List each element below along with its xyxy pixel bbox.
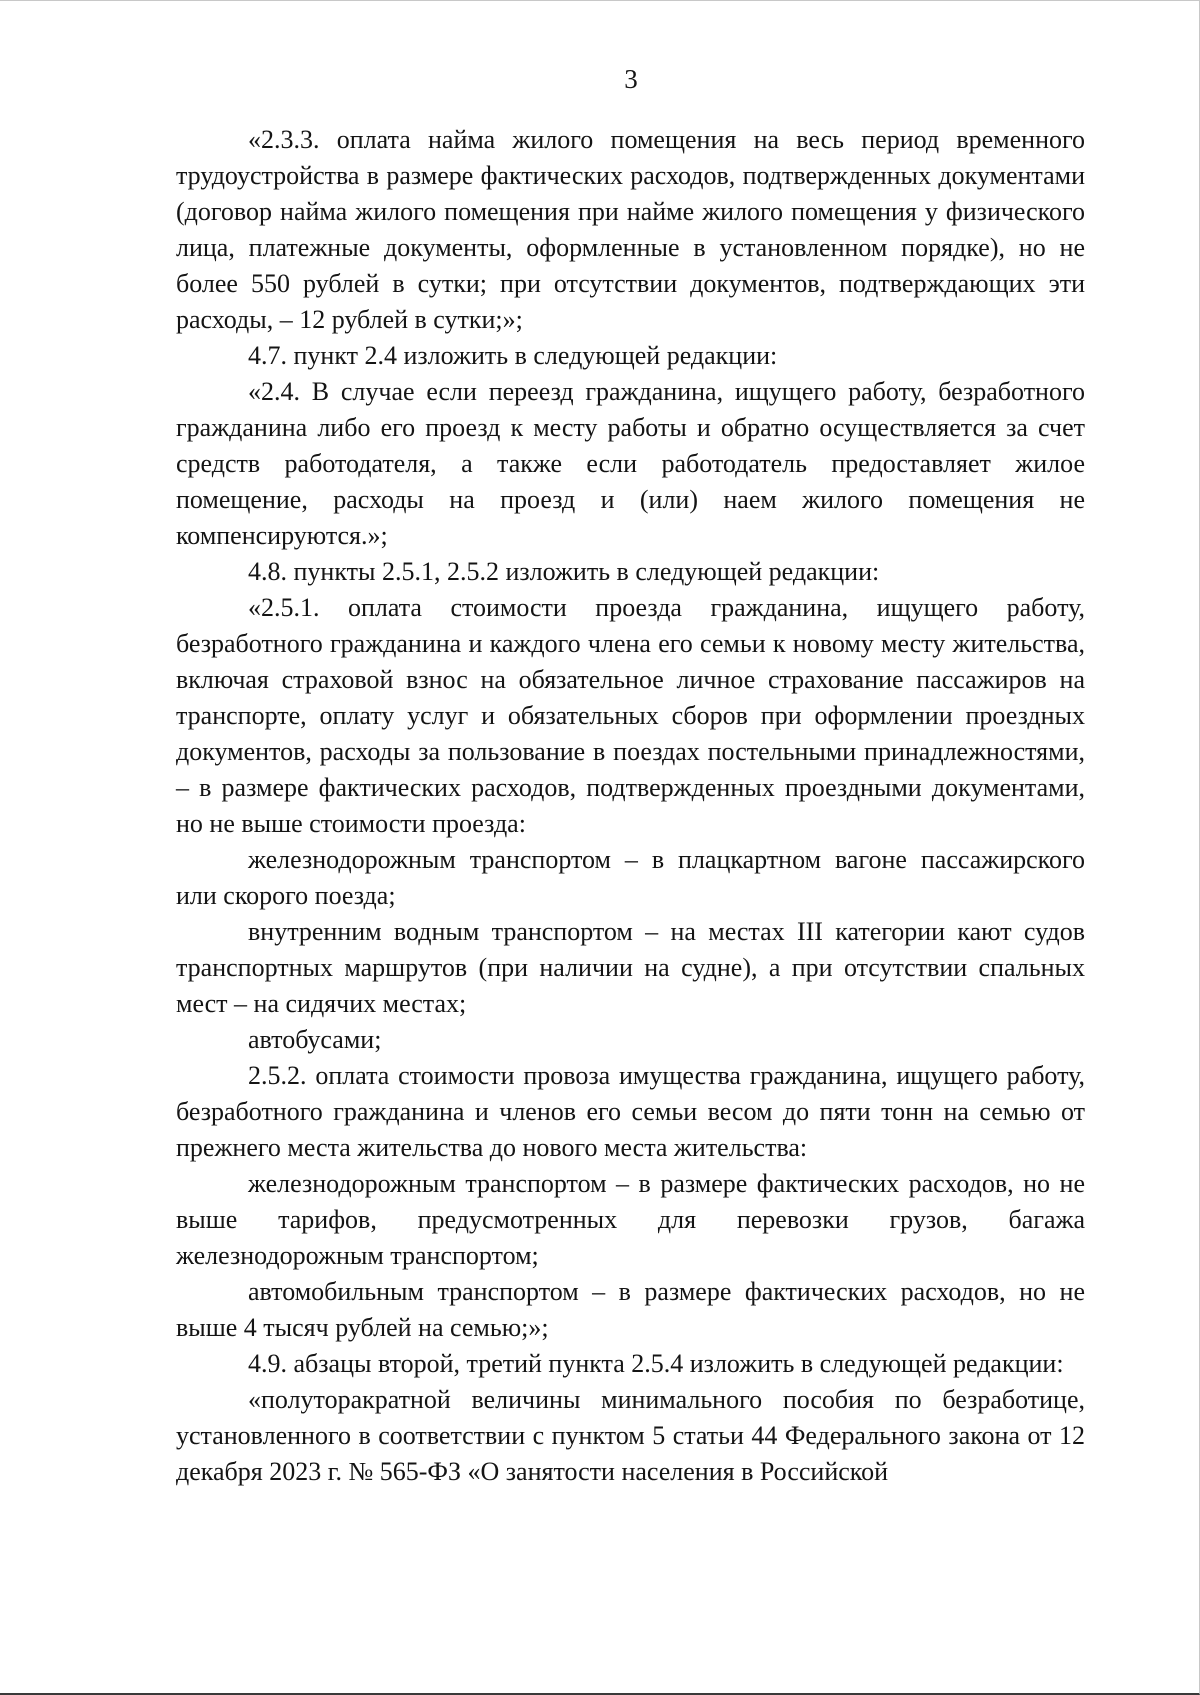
paragraph-2-3-3: «2.3.3. оплата найма жилого помещения на весь период временного трудоустройства в размере фактических расходов, подтвержденных документами (договор найма жилого помещения при найме жилого помещения у физического лица, платежные документы, оформленные в установленном порядке), но не более 550 рублей в сутки; при отсутствии документов, подтверждающих эти расходы, – 12 рублей в сутки;»; [176,125,1085,334]
paragraph-railway-cargo: железнодорожным транспортом – в размере фактических расходов, но не выше тарифов, предусмотренных для перевозки грузов, багажа железнодорожным транспортом; [176,1169,1085,1270]
paragraph-railway-travel: железнодорожным транспортом – в плацкартном вагоне пассажирского или скорого поезда; [176,845,1085,910]
document-body [176,122,1085,1490]
paragraph-4-9: 4.9. абзацы второй, третий пункта 2.5.4 изложить в следующей редакции: [248,1349,1064,1378]
paragraph-benefit: «полуторакратной величины минимального пособия по безработице, установленного в соответствии с пунктом 5 статьи 44 Федерального закона от 12 декабря 2023 г. № 565-ФЗ «О занятости населения в Российской [176,1385,1085,1486]
paragraph-4-8: 4.8. пункты 2.5.1, 2.5.2 изложить в следующей редакции: [248,557,880,586]
page-number: 3 [624,64,638,94]
paragraph-water-travel: внутренним водным транспортом – на местах III категории кают судов транспортных маршрутов (при наличии на судне), а при отсутствии спальных мест – на сидячих местах; [176,917,1085,1018]
paragraph-2-5-2: 2.5.2. оплата стоимости провоза имущества гражданина, ищущего работу, безработного гражданина и членов его семьи весом до пяти тонн на семью от прежнего места жительства до нового места жительства: [176,1061,1085,1162]
paragraph-auto-cargo: автомобильным транспортом – в размере фактических расходов, но не выше 4 тысяч рублей на семью;»; [176,1277,1085,1342]
paragraph-2-4: «2.4. В случае если переезд гражданина, ищущего работу, безработного гражданина либо его проезд к месту работы и обратно осуществляется за счет средств работодателя, а также если работодатель предоставляет жилое помещение, расходы на проезд и (или) наем жилого помещения не компенсируются.»; [176,377,1085,550]
paragraph-2-5-1: «2.5.1. оплата стоимости проезда гражданина, ищущего работу, безработного гражданина и каждого члена его семьи к новому месту жительства, включая страховой взнос на обязательное личное страхование пассажиров на транспорте, оплату услуг и обязательных сборов при оформлении проездных документов, расходы за пользование в поездах постельными принадлежностями, – в размере фактических расходов, подтвержденных проездными документами, но не выше стоимости проезда: [176,593,1085,838]
paragraph-buses: автобусами; [248,1025,382,1054]
paragraph-4-7: 4.7. пункт 2.4 изложить в следующей редакции: [248,341,778,370]
